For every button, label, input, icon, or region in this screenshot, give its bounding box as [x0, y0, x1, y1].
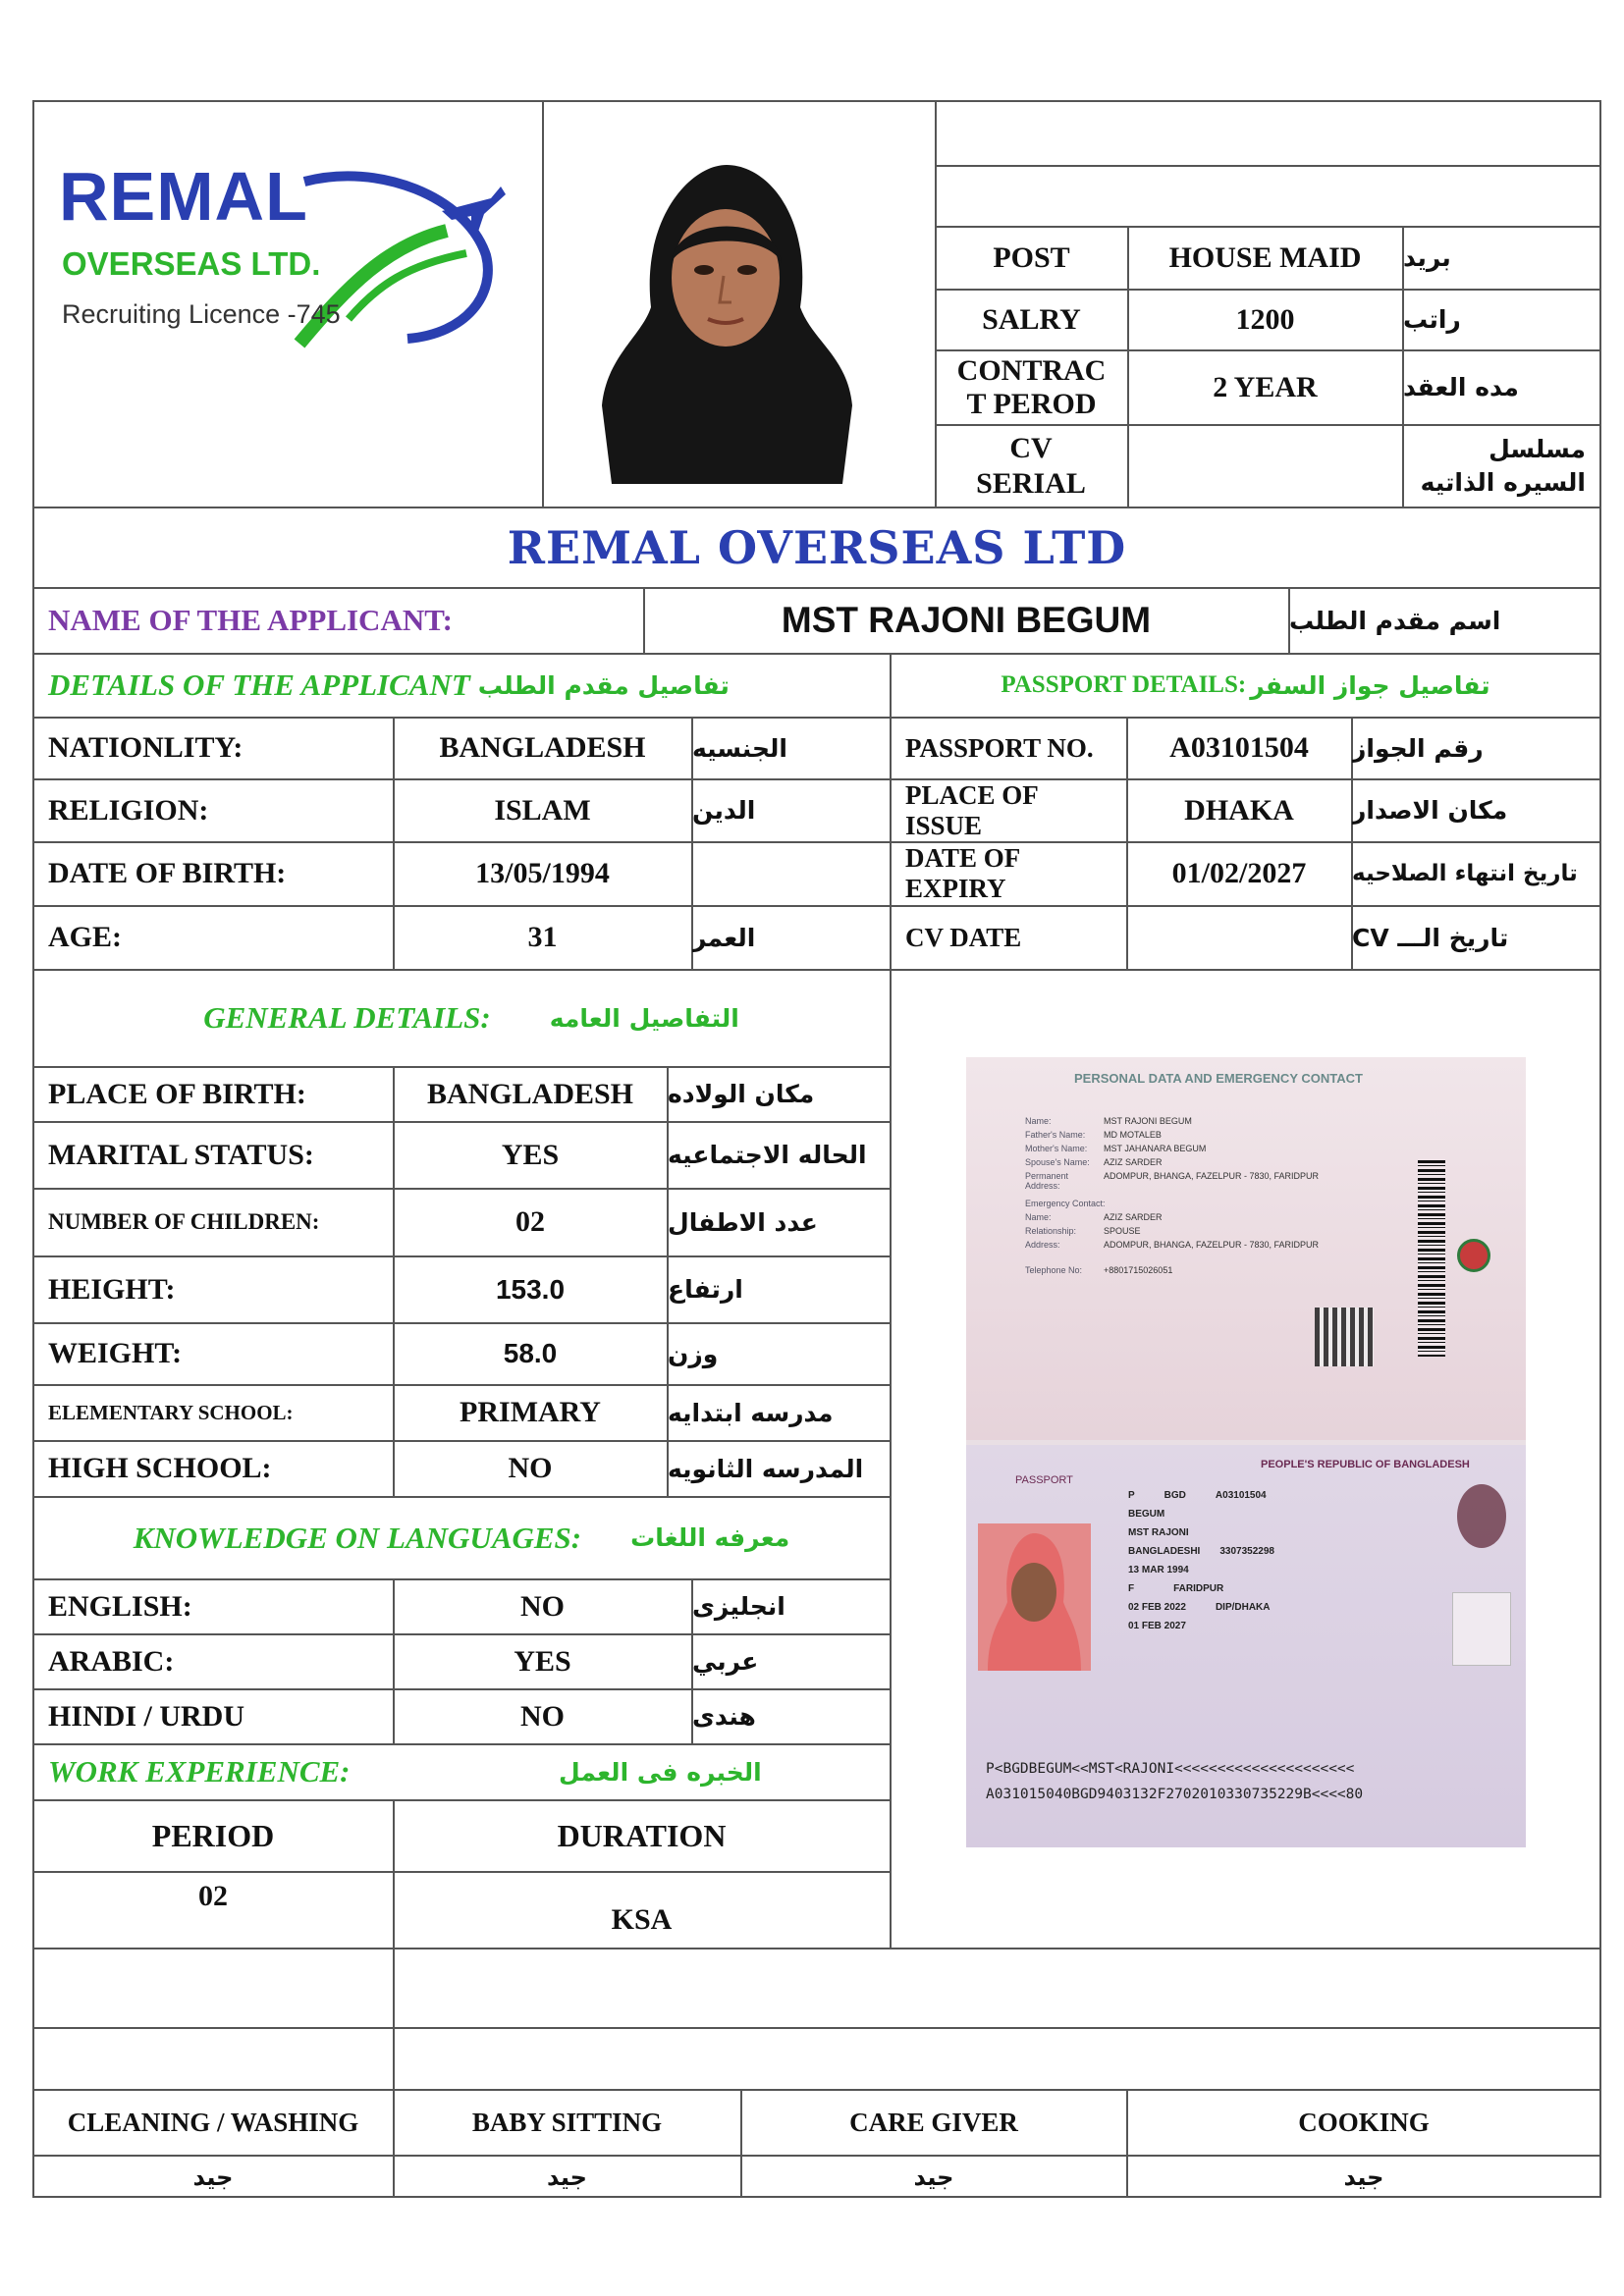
bio-emblem-icon [1457, 1484, 1506, 1548]
skill-cooking-rating: جيد [1343, 2163, 1384, 2191]
field-value: AZIZ SARDER [1104, 1157, 1163, 1167]
applicant-name-label: NAME OF THE APPLICANT: [48, 603, 453, 637]
hindi-urdu-value: NO [520, 1699, 565, 1733]
weight-value: 58.0 [503, 1338, 558, 1368]
job-cv-serial-arabic: مسلسل السيره الذاتيه [1420, 434, 1586, 497]
elementary-school-value: PRIMARY [460, 1396, 601, 1428]
field-key: Telephone No: [1025, 1265, 1083, 1275]
age-label: AGE: [48, 921, 122, 953]
general-title: GENERAL DETAILS: [203, 1000, 491, 1035]
place-of-birth-label: PLACE OF BIRTH: [48, 1077, 306, 1110]
dob-label: DATE OF BIRTH: [48, 857, 287, 889]
passport-section-header [891, 654, 1600, 717]
work-duration-value: KSA [611, 1902, 673, 1936]
children-label: NUMBER OF CHILDREN: [48, 1209, 320, 1234]
arabic-arabic: عربي [692, 1647, 759, 1676]
details-title: DETAILS OF THE APPLICANT [48, 667, 470, 702]
high-school-label: HIGH SCHOOL: [48, 1452, 272, 1484]
bio-authority: DIP/DHAKA [1215, 1602, 1271, 1613]
english-value: NO [520, 1589, 565, 1623]
hindi-urdu-arabic: هندى [692, 1702, 756, 1731]
arabic-label: ARABIC: [48, 1644, 175, 1678]
dob-value: 13/05/1994 [475, 857, 610, 889]
emblem-icon [1457, 1239, 1490, 1272]
nationality-arabic: الجنسيه [692, 733, 787, 763]
general-section-header [33, 970, 890, 1066]
work-period-value: 02 [198, 1880, 228, 1912]
skill-cooking-label: COOKING [1298, 2107, 1430, 2137]
height-value: 153.0 [495, 1273, 566, 1305]
bio-country-header: PEOPLE'S REPUBLIC OF BANGLADESH [1261, 1459, 1470, 1470]
age-arabic: العمر [692, 923, 756, 952]
job-cv-serial-value [1128, 425, 1402, 507]
height-arabic: ارتفاع [668, 1275, 743, 1304]
cv-date-label: CV DATE [905, 922, 1022, 952]
weight-arabic: وزن [668, 1339, 719, 1368]
work-period-header: PERIOD [151, 1817, 275, 1853]
bio-type: P [1128, 1490, 1135, 1501]
skill-care-giver-label: CARE GIVER [849, 2107, 1018, 2137]
bio-sex: F [1128, 1583, 1135, 1594]
place-of-issue-value: DHAKA [1184, 793, 1294, 827]
bio-code: BGD [1164, 1490, 1186, 1501]
weight-label: WEIGHT: [48, 1337, 183, 1369]
work-duration-header: DURATION [557, 1817, 727, 1853]
bio-birth-place: FARIDPUR [1173, 1583, 1224, 1594]
job-cv-serial-label: CV SERIAL [976, 431, 1086, 500]
logo-brand: REMAL [59, 158, 308, 235]
children-arabic: عدد الاطفال [668, 1207, 818, 1237]
company-logo [54, 137, 506, 353]
bio-passport-label: PASSPORT [1015, 1474, 1073, 1486]
mrz-line-1: P<BGDBEGUM<<MST<RAJONI<<<<<<<<<<<<<<<<<<<<< [986, 1761, 1355, 1777]
marital-status-value: YES [501, 1138, 560, 1171]
job-post-arabic: بريد [1403, 243, 1451, 272]
emergency-title: Emergency Contact: [1025, 1199, 1106, 1208]
children-value: 02 [515, 1205, 545, 1238]
bio-given: MST RAJONI [1128, 1527, 1189, 1538]
marital-status-arabic: الحاله الاجتماعيه [668, 1141, 867, 1169]
passport-title-arabic: تفاصيل جواز السفر [1250, 670, 1490, 700]
passport-bio-page [966, 1445, 1526, 1847]
high-school-value: NO [508, 1452, 553, 1484]
logo-licence: Recruiting Licence -745 [62, 299, 341, 329]
qr-code-icon [1315, 1308, 1374, 1366]
field-value: MD MOTALEB [1104, 1130, 1162, 1140]
work-section-header [33, 1744, 890, 1799]
passport-title: PASSPORT DETAILS: [1001, 671, 1247, 698]
job-contract-label: CONTRAC T PEROD [956, 353, 1107, 420]
applicant-name-arabic: اسم مقدم الطلب [1289, 606, 1501, 635]
job-contract-value: 2 YEAR [1213, 370, 1318, 403]
applicant-name: MST RAJONI BEGUM [781, 600, 1152, 640]
field-key: Father's Name: [1025, 1130, 1086, 1140]
field-value: MST JAHANARA BEGUM [1104, 1144, 1207, 1153]
field-value: ADOMPUR, BHANGA, FAZELPUR - 7830, FARIDPUR [1104, 1171, 1320, 1181]
english-label: ENGLISH: [48, 1589, 192, 1623]
general-title-arabic: التفاصيل العامه [549, 1003, 739, 1033]
languages-title-arabic: معرفه اللغات [630, 1523, 790, 1552]
field-value: AZIZ SARDER [1104, 1212, 1163, 1222]
work-title: WORK EXPERIENCE: [48, 1754, 351, 1789]
dob-arabic [692, 842, 890, 905]
hindi-urdu-label: HINDI / URDU [48, 1699, 245, 1733]
passport-no-arabic: رقم الجواز [1352, 733, 1484, 763]
job-post-label: POST [993, 240, 1070, 274]
bio-nationality: BANGLADESHI [1128, 1546, 1201, 1557]
company-banner: REMAL OVERSEAS LTD [507, 521, 1127, 574]
skill-cleaning-label: CLEANING / WASHING [67, 2107, 359, 2137]
elementary-school-arabic: مدرسه ابتدايه [668, 1398, 834, 1427]
skill-baby-sitting-rating: جيد [547, 2163, 587, 2191]
date-of-expiry-arabic: تاريخ انتهاء الصلاحيه [1352, 861, 1578, 886]
place-of-issue-arabic: مكان الاصدار [1352, 796, 1508, 825]
bio-expiry: 01 FEB 2027 [1128, 1621, 1186, 1631]
details-title-arabic: تفاصيل مقدم الطلب [477, 670, 730, 700]
job-salary-arabic: راتب [1403, 305, 1461, 334]
field-key: Mother's Name: [1025, 1144, 1088, 1153]
field-value: ADOMPUR, BHANGA, FAZELPUR - 7830, FARIDPUR [1104, 1240, 1320, 1250]
skill-baby-sitting-label: BABY SITTING [471, 2107, 663, 2137]
high-school-arabic: المدرسه الثانويه [668, 1454, 864, 1483]
work-title-arabic: الخبره فى العمل [559, 1757, 762, 1787]
religion-arabic: الدين [692, 796, 756, 825]
field-key: Relationship: [1025, 1226, 1077, 1236]
field-key: Permanent Address: [1025, 1171, 1069, 1191]
elementary-school-label: ELEMENTARY SCHOOL: [48, 1400, 294, 1424]
job-contract-arabic: مده العقد [1403, 373, 1519, 401]
field-value: MST RAJONI BEGUM [1104, 1116, 1192, 1126]
bio-personal-no: 3307352298 [1219, 1546, 1274, 1557]
passport-data-page [966, 1057, 1526, 1440]
mrz-line-2: A031015040BGD9403132F2702010330735229B<<<<80 [986, 1787, 1364, 1802]
arabic-value: YES [514, 1644, 571, 1678]
bio-number: A03101504 [1215, 1490, 1267, 1501]
bio-dob: 13 MAR 1994 [1128, 1565, 1189, 1575]
bio-ghost-photo [1452, 1592, 1511, 1666]
date-of-expiry-label: DATE OF EXPIRY [905, 843, 1020, 903]
field-value: SPOUSE [1104, 1226, 1141, 1236]
bio-photo [978, 1523, 1091, 1671]
passport-scan [966, 1057, 1526, 1847]
field-key: Name: [1025, 1212, 1052, 1222]
logo-company: OVERSEAS LTD. [62, 245, 321, 282]
passport-no-label: PASSPORT NO. [905, 732, 1094, 763]
skill-cleaning-rating: جيد [192, 2163, 234, 2191]
field-value: +8801715026051 [1104, 1265, 1173, 1275]
religion-label: RELIGION: [48, 793, 209, 827]
bio-surname: BEGUM [1128, 1509, 1165, 1520]
languages-section-header [33, 1497, 890, 1578]
skill-care-giver-rating: جيد [913, 2163, 954, 2191]
date-of-expiry-value: 01/02/2027 [1171, 857, 1307, 889]
english-arabic: انجليزى [692, 1592, 785, 1621]
applicant-photo [582, 160, 870, 484]
height-label: HEIGHT: [48, 1272, 176, 1306]
cv-date-arabic: تاريخ الـــ CV [1352, 923, 1509, 952]
job-salary-value: 1200 [1235, 302, 1295, 336]
languages-title: KNOWLEDGE ON LANGUAGES: [133, 1520, 582, 1555]
job-post-value: HOUSE MAID [1168, 240, 1362, 274]
job-salary-label: SALRY [982, 302, 1081, 336]
field-key: Address: [1025, 1240, 1060, 1250]
passport-no-value: A03101504 [1169, 731, 1309, 764]
age-value: 31 [527, 921, 558, 953]
place-of-issue-label: PLACE OF ISSUE [905, 779, 1038, 840]
data-page-title: PERSONAL DATA AND EMERGENCY CONTACT [1074, 1071, 1363, 1086]
nationality-value: BANGLADESH [439, 731, 646, 764]
bio-issue: 02 FEB 2022 [1128, 1602, 1186, 1613]
barcode-icon [1418, 1160, 1445, 1357]
religion-value: ISLAM [494, 793, 591, 827]
marital-status-label: MARITAL STATUS: [48, 1138, 314, 1171]
place-of-birth-value: BANGLADESH [426, 1077, 634, 1110]
field-key: Name: [1025, 1116, 1052, 1126]
cv-date-value [1127, 906, 1351, 969]
place-of-birth-arabic: مكان الولاده [668, 1080, 815, 1108]
field-key: Spouse's Name: [1025, 1157, 1090, 1167]
details-section-header [33, 654, 890, 717]
nationality-label: NATIONLITY: [48, 731, 244, 764]
